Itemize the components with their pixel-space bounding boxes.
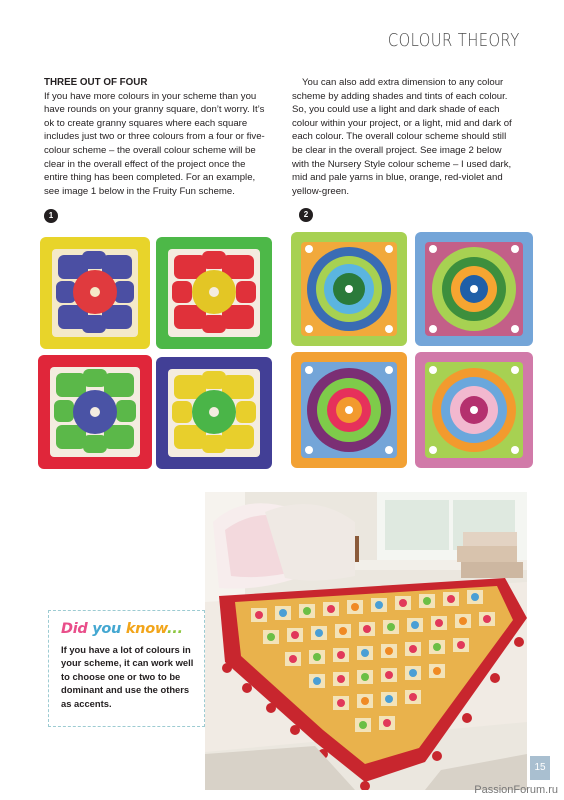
granny-squares-nursery-style	[289, 230, 535, 470]
figure-1-badge: 1	[44, 209, 58, 223]
bed-with-crochet-blanket-illustration	[205, 492, 527, 790]
did-you-know-title-part: you	[92, 621, 126, 637]
page-number: 15	[530, 756, 550, 780]
section-title: COLOUR THEORY	[388, 30, 520, 51]
watermark: PassionForum.ru	[474, 784, 558, 796]
article-column-right	[292, 76, 518, 198]
granny-squares-fruity-fun	[38, 235, 274, 471]
did-you-know-title-part: know	[125, 621, 168, 637]
article-paragraph-left: If you have more colours in your scheme than you have rounds on your granny square, don’t worry. It’s ok to create granny squares where each square includes just two or three colours from a four or five-colour scheme – the overall colour scheme will be clear in the overall effect of the project once the entire thing has been completed. For an example, see image 1 below in the Fruity Fun scheme.	[44, 90, 265, 197]
bedroom-blanket-photo	[205, 492, 527, 790]
did-you-know-title-part: Did	[61, 621, 93, 637]
article-heading: THREE OUT OF FOUR	[44, 77, 148, 88]
did-you-know-title	[61, 621, 198, 637]
article-column-left	[44, 76, 270, 198]
did-you-know-text: If you have a lot of colours in your scheme, it can work well to choose one or two to be dominant and use the others as accents.	[61, 644, 194, 709]
figure-2-image	[289, 230, 535, 470]
article-paragraph-right-text: You can also add extra dimension to any colour scheme by adding shades and tints of each colour. So, you could use a light and dark shade of each colour within your project, or a light, mid and dark of each colour. The overall colour scheme should still be clear in the overall project. See image 2 below with the Nursery Style colour scheme – I used dark, mid and pale yarns in blue, orange, red-violet and yellow-green.	[292, 77, 512, 197]
figure-1-image	[38, 235, 274, 471]
did-you-know-title-part: ...	[167, 621, 183, 637]
did-you-know-box	[48, 610, 205, 727]
figure-2-badge: 2	[299, 208, 313, 222]
article-paragraph-right	[292, 76, 518, 198]
